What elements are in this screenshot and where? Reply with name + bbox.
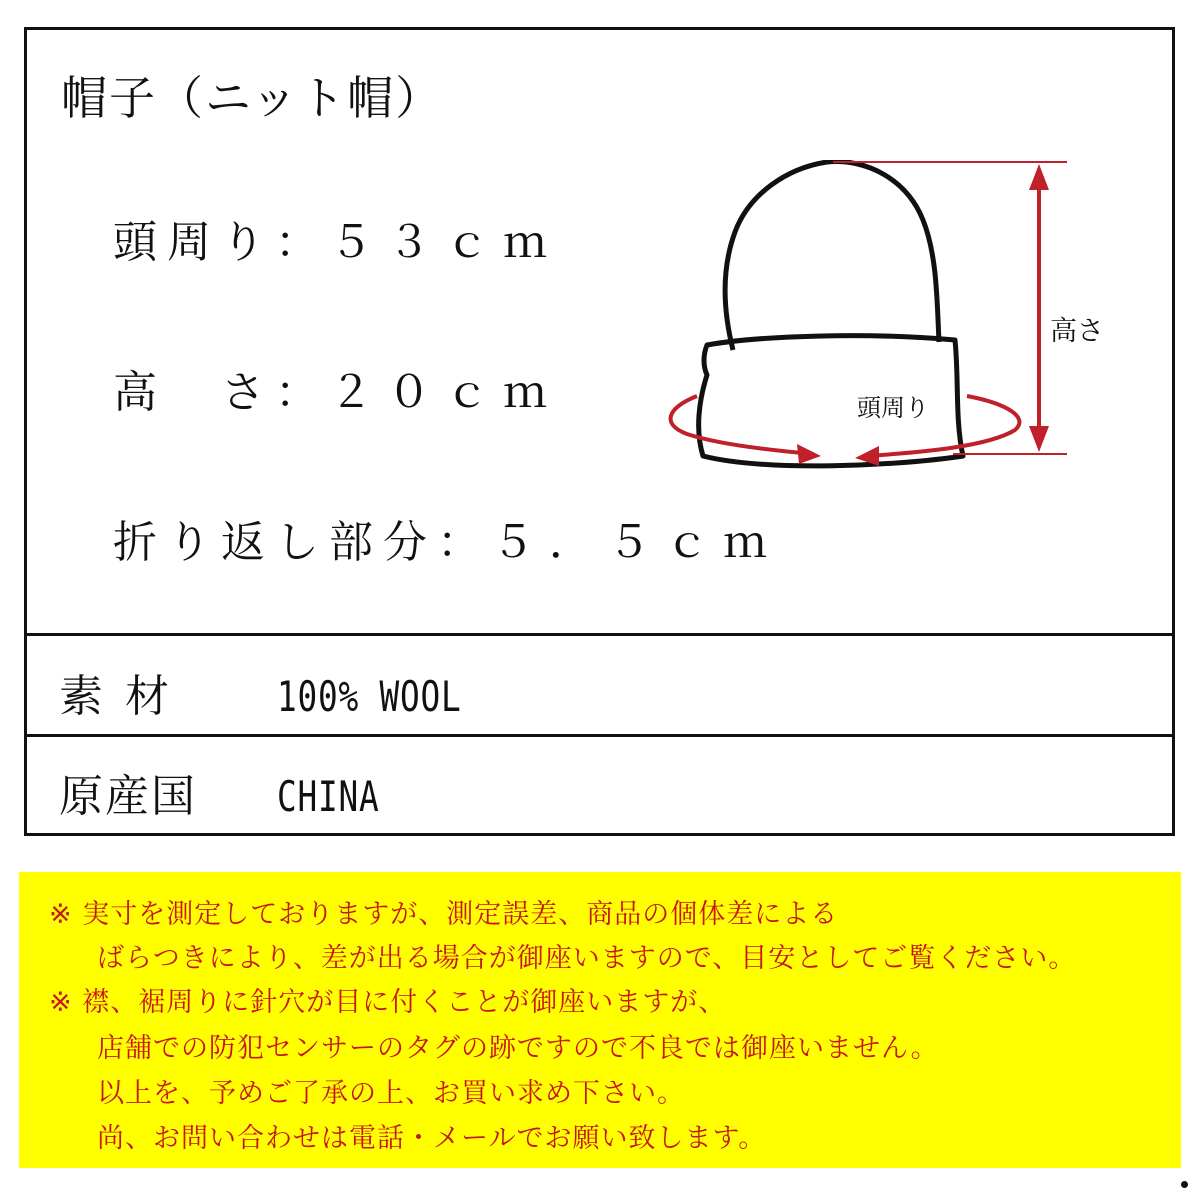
- product-title: 帽子（ニット帽）: [61, 71, 444, 125]
- origin-row: [59, 760, 408, 824]
- spec-label: 高 さ：: [113, 367, 329, 418]
- hat-crown-outline: [725, 162, 939, 350]
- spec-fold: [113, 506, 781, 570]
- spec-label: 頭周り：: [113, 217, 329, 268]
- notice-line: 以上を、予めご了承の上、お買い求め下さい。: [97, 1078, 685, 1109]
- notice-line: ※ 襟、裾周りに針穴が目に付くことが御座いますが、: [49, 987, 727, 1018]
- divider: [27, 734, 1172, 737]
- height-label: 高さ: [1050, 316, 1104, 347]
- hat-diagram: [637, 160, 1117, 500]
- circumference-label: 頭周り: [857, 394, 929, 422]
- divider: [27, 633, 1172, 636]
- spec-table: [24, 27, 1175, 836]
- notice-line: ばらつきにより、差が出る場合が御座いますので、目安としてご覧ください。: [97, 943, 1077, 974]
- spec-value: ２０ｃｍ: [329, 367, 561, 418]
- spec-value: ５３ｃｍ: [329, 217, 561, 268]
- origin-label: 原産国: [59, 771, 197, 822]
- spec-value: ５．５ｃｍ: [491, 517, 781, 568]
- spec-label: 折り返し部分：: [113, 517, 491, 568]
- circumference-arrowhead-left: [797, 444, 821, 464]
- notice-box: [19, 872, 1181, 1168]
- height-arrow-up: [1029, 164, 1049, 190]
- material-value: 100% WOOL: [277, 672, 462, 721]
- origin-value: CHINA: [277, 772, 380, 821]
- height-arrow-down: [1029, 426, 1049, 452]
- spec-height: [113, 356, 561, 420]
- spec-head-circumference: [113, 206, 561, 270]
- circumference-arrow-left: [671, 396, 813, 454]
- corner-dot: [1181, 1181, 1188, 1188]
- material-label: 素材: [59, 671, 191, 722]
- notice-line: 尚、お問い合わせは電話・メールでお願い致します。: [97, 1123, 767, 1154]
- notice-line: 店舗での防犯センサーのタグの跡ですので不良では御座いません。: [97, 1033, 939, 1064]
- notice-line: ※ 実寸を測定しておりますが、測定誤差、商品の個体差による: [49, 899, 839, 930]
- material-row: [59, 660, 514, 724]
